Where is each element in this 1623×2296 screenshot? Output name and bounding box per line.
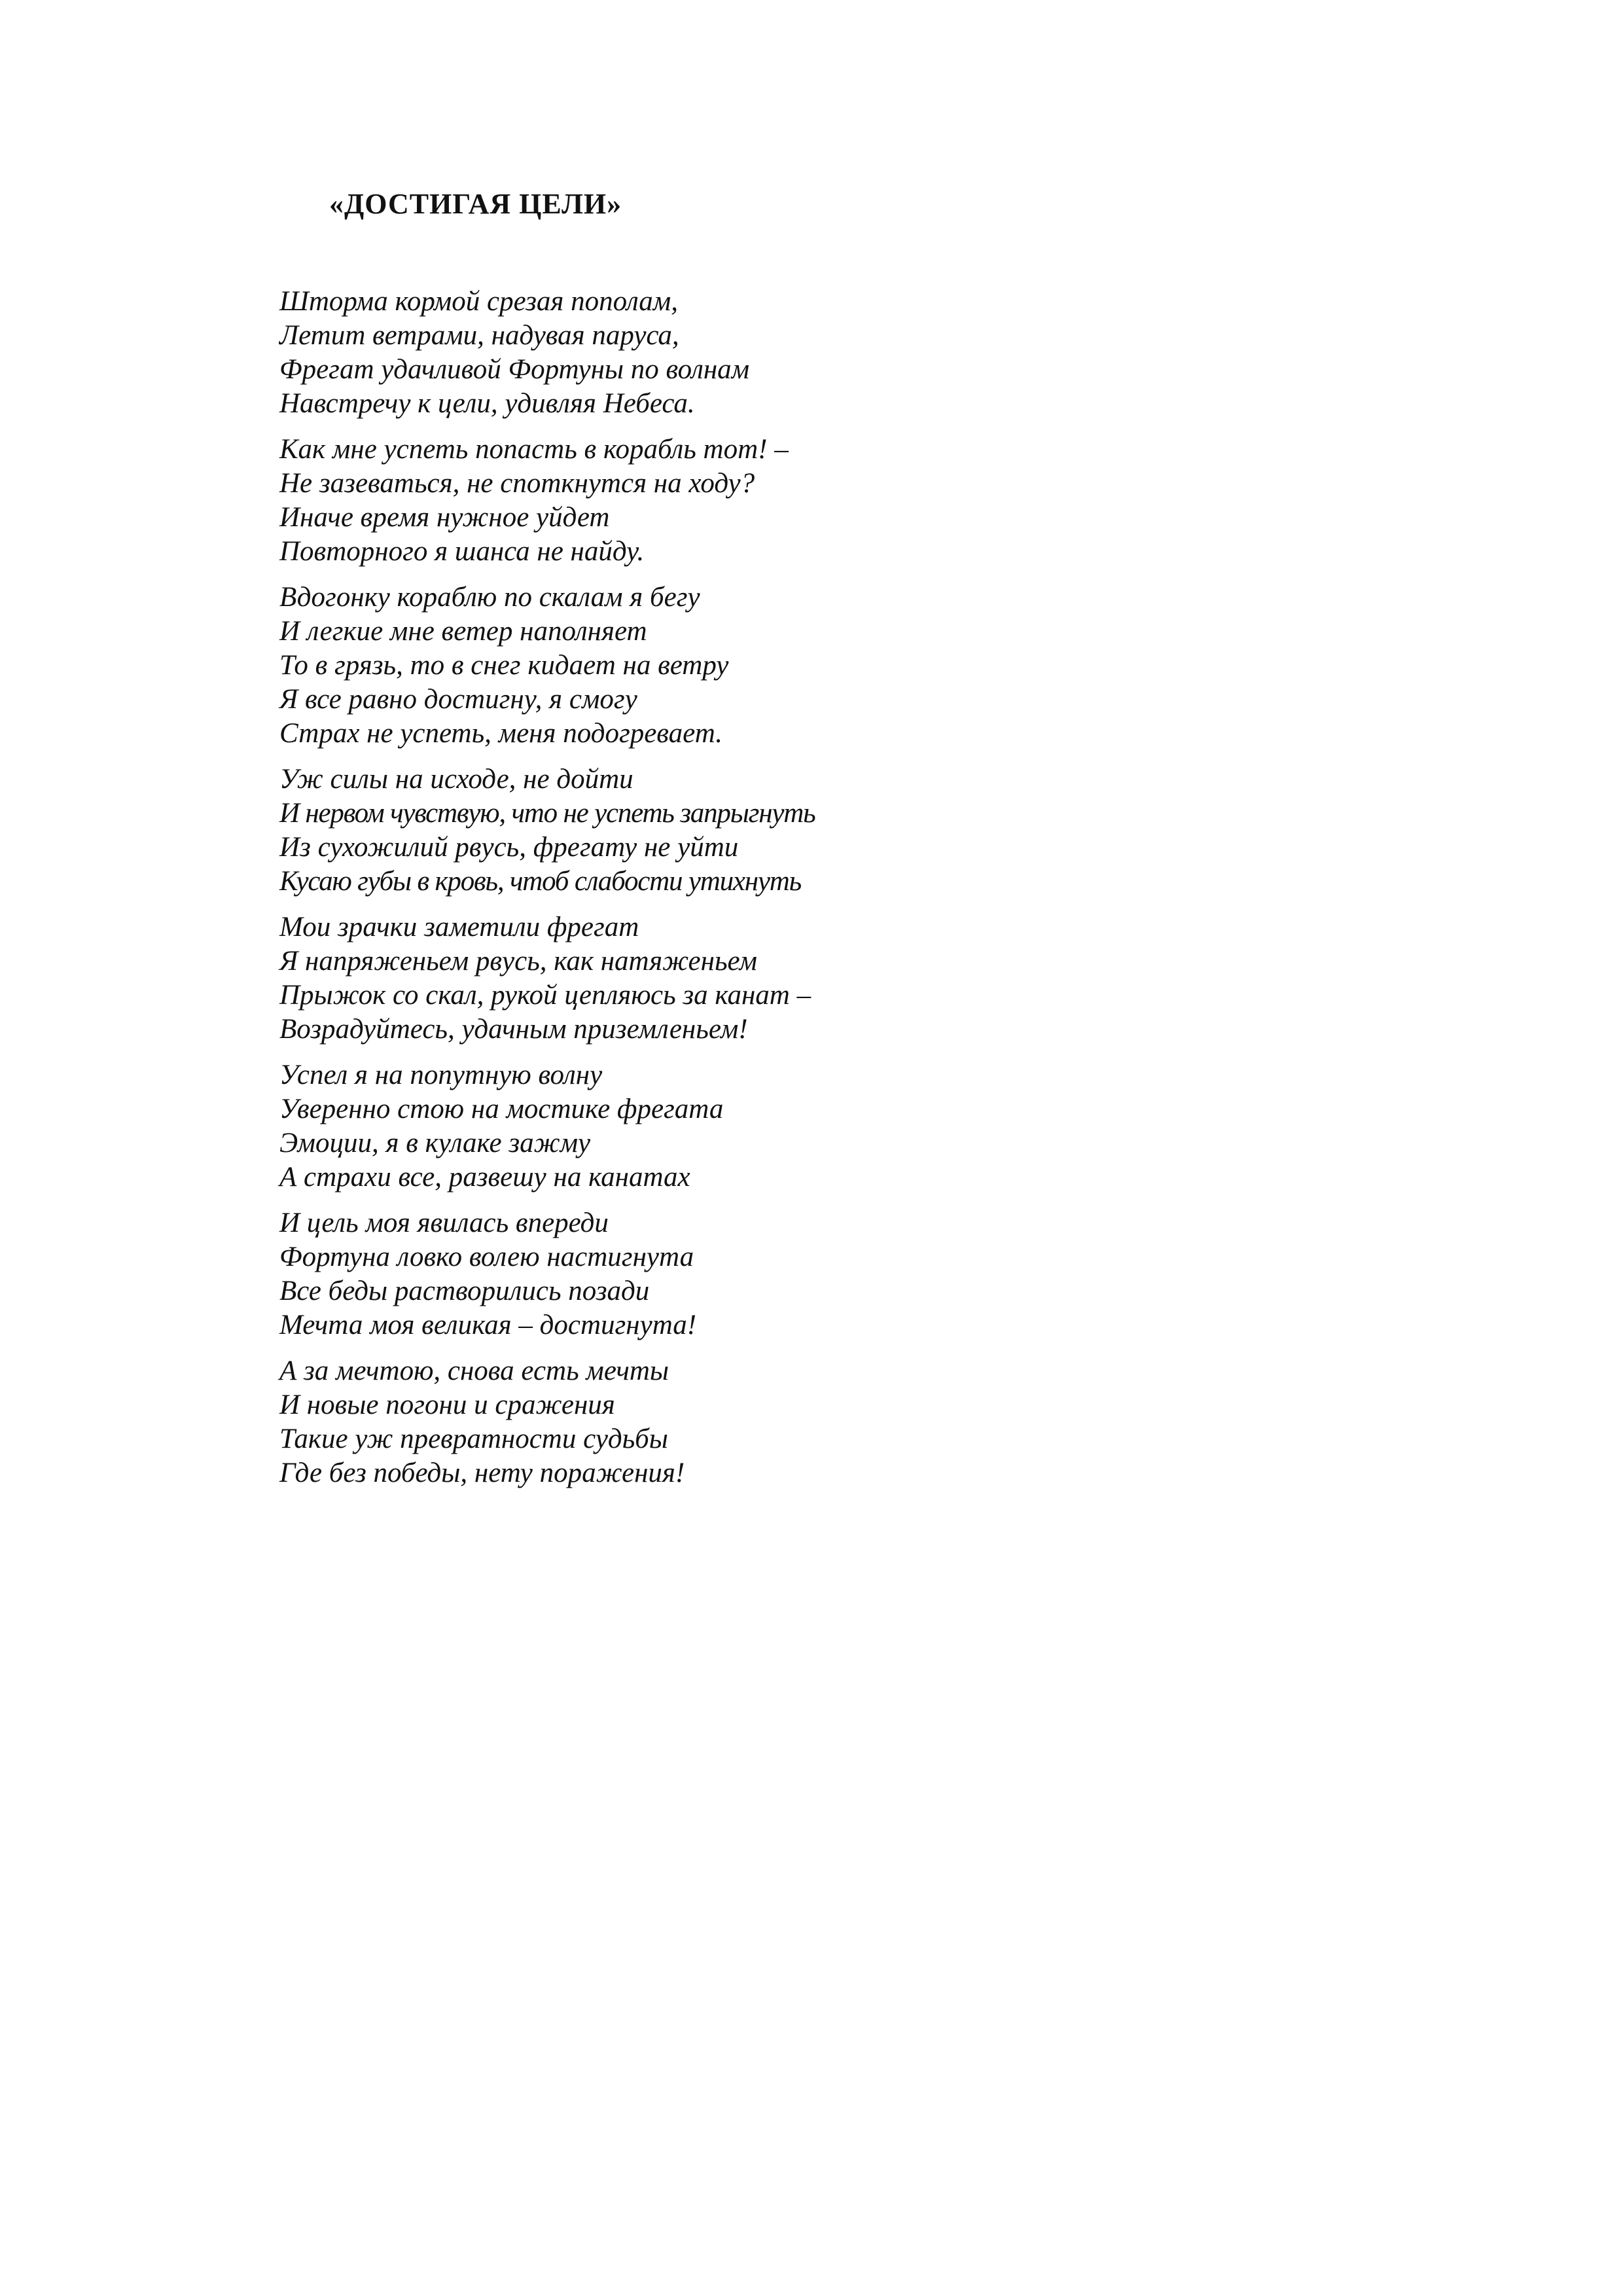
poem-line: Кусаю губы в кровь, чтоб слабости утихнуть [279, 866, 802, 897]
poem-line: Фрегат удачливой Фортуны по волнам [279, 354, 750, 385]
stanza-1 [279, 285, 1327, 421]
stanza-3 [279, 581, 1327, 751]
poem-line: Иначе время нужное уйдет [279, 502, 610, 533]
poem-line: Я напряженьем рвусь, как натяженьем [279, 946, 757, 977]
poem-line: И нервом чувствую, что не успеть запрыгнуть [279, 798, 815, 829]
stanza-5 [279, 910, 1327, 1047]
poem-line: Шторма кормой срезая пополам, [279, 286, 678, 317]
poem-line: Уж силы на исходе, не дойти [279, 764, 633, 795]
poem-line: Вдогонку кораблю по скалам я бегу [279, 582, 700, 613]
stanza-7 [279, 1206, 1327, 1342]
poem-line: Все беды растворились позади [279, 1276, 650, 1306]
poem-line: Страх не успеть, меня подогревает. [279, 718, 723, 749]
poem-line: Возрадуйтесь, удачным приземленьем! [279, 1014, 748, 1045]
stanza-4 [279, 762, 1327, 899]
poem-line: Повторного я шанса не найду. [279, 536, 645, 567]
poem-line: А страхи все, развешу на канатах [279, 1162, 690, 1193]
poem-line: Как мне успеть попасть в корабль тот! – [279, 434, 789, 465]
poem-line: Успел я на попутную волну [279, 1060, 603, 1090]
poem-line: Я все равно достигну, я смогу [279, 684, 637, 715]
poem-line: Прыжок со скал, рукой цепляюсь за канат – [279, 980, 812, 1011]
poem-line: И цель моя явилась впереди [279, 1208, 609, 1238]
poem-line: И новые погони и сражения [279, 1390, 615, 1420]
poem-line: Эмоции, я в кулаке зажму [279, 1128, 591, 1158]
poem-line: Мечта моя великая – достигнута! [279, 1310, 697, 1340]
poem-line: Фортуна ловко волею настигнута [279, 1242, 694, 1272]
poem-line: Из сухожилий рвусь, фрегату не уйти [279, 832, 739, 863]
poem-line: Не зазеваться, не споткнутся на ходу? [279, 468, 755, 499]
poem-line: То в грязь, то в снег кидает на ветру [279, 650, 729, 681]
poem-line: Летит ветрами, надувая паруса, [279, 320, 679, 351]
stanza-6 [279, 1058, 1327, 1194]
poem-line: Такие уж превратности судьбы [279, 1424, 668, 1454]
poem-body [279, 285, 1327, 1502]
poem-line: Мои зрачки заметили фрегат [279, 912, 639, 942]
poem-line: Уверенно стою на мостике фрегата [279, 1094, 724, 1124]
stanza-8 [279, 1354, 1327, 1490]
poem-line: Навстречу к цели, удивляя Небеса. [279, 388, 695, 419]
poem-line: А за мечтою, снова есть мечты [279, 1355, 669, 1386]
poem-line: Где без победы, нету поражения! [279, 1458, 685, 1488]
poem-line: И легкие мне ветер наполняет [279, 616, 647, 647]
stanza-2 [279, 433, 1327, 569]
poem-title: «ДОСТИГАЯ ЦЕЛИ» [329, 188, 622, 220]
